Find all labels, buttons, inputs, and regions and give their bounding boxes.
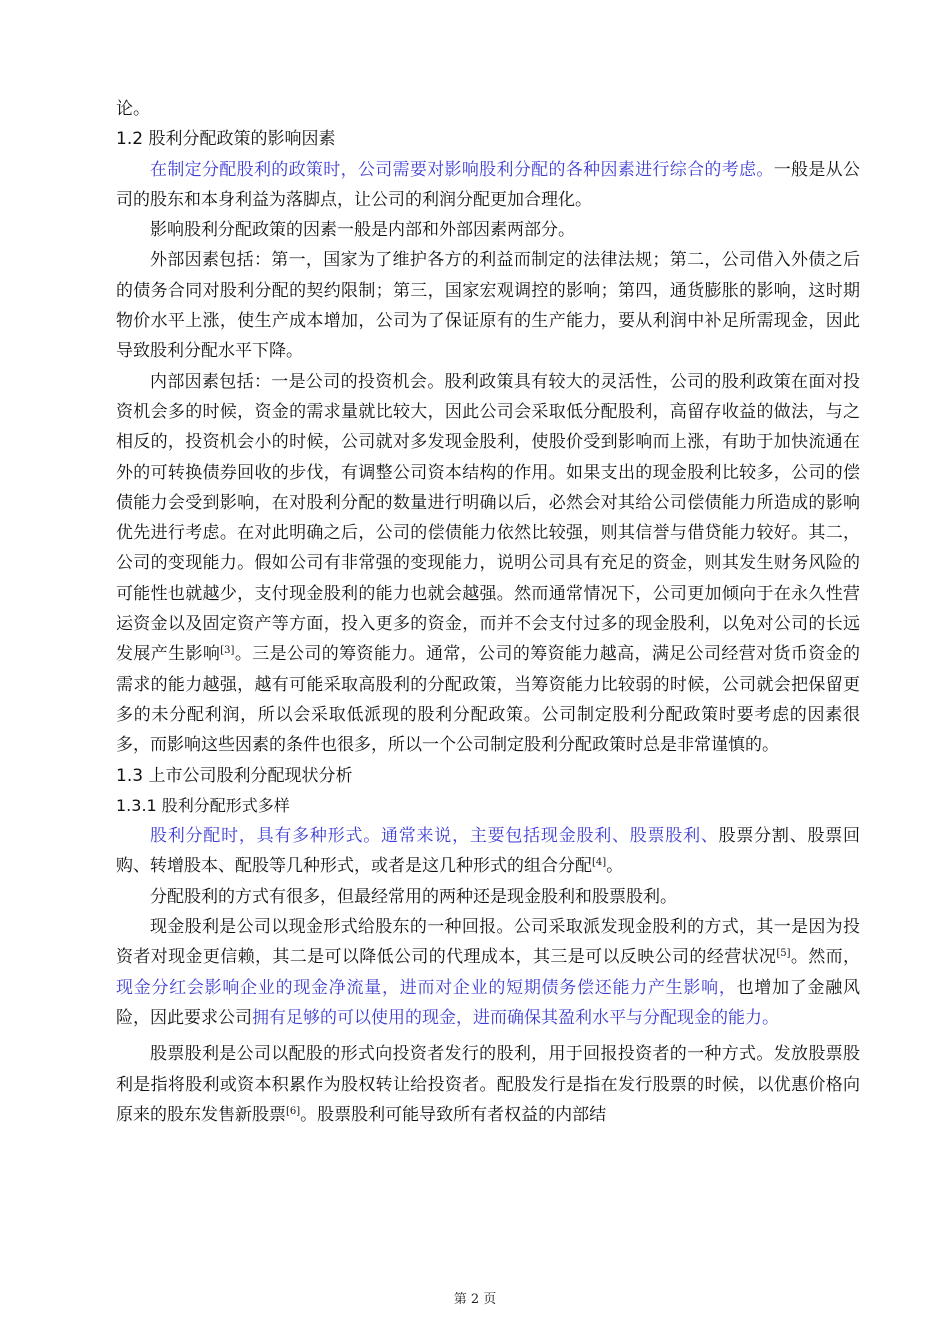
paragraph-text: 内部因素包括：一是公司的投资机会。股利政策具有较大的灵活性，公司的股利政策在面对投资机会多的时候，资金的需求量就比较大，因此公司会采取低分配股利，高留存收益的做法，与之相反的，投资机会小的时候，公司就对多发现金股利，使股价受到影响而上涨，有助于加快流通在外的可转换债券回收的步伐，有调整公司资本结构的作用。如果支出的现金股利比较多，公司的偿债能力会受到影响，在对股利分配的数量进行明确以后，必然会对其给公司偿债能力所造成的影响优先进行考虑。在对此明确之后，公司的偿债能力依然比较强，则其信誉与借贷能力较好。其二，公司的变现能力。假如公司有非常强的变现能力，说明公司具有充足的资金，则其发生财务风险的可能性也就越少，支付现金股利的能力也就会越强。然而通常情况下，公司更加倾向于在永久性营运资金以及固定资产等方面，投入更多的资金，而并不会支付过多的现金股利，以免对公司的长远发展产生影响 [116,371,860,665]
highlighted-text: 拥有足够的可以使用的现金，进而确保其盈利水平与分配现金的能力。 [252,1007,779,1028]
paragraph-external-factors: 外部因素包括：第一，国家为了维护各方的利益而制定的法律法规；第二，公司借入外债之后的债务合同对股利分配的契约限制；第三，国家宏观调控的影响；第四，通货膨胀的影响，这时期物价水平上涨，使生产成本增加，公司为了保证原有的生产能力，要从利润中补足所需现金，因此导致股利分配水平下降。 [116,250,860,362]
paragraph-cash-dividend [116,912,860,1033]
paragraph-dividend-forms [116,821,860,882]
paragraph-text: 现金股利是公司以现金形式给股东的一种回报。公司采取派发现金股利的方式，其一是因为投资者对现金更信赖，其二是可以降低公司的代理成本，其三是可以反映公司的经营状况 [116,917,860,968]
citation-5: [5] [776,948,791,960]
paragraph-text: 也增加了金融风险，因此要求公司 [116,977,860,1028]
paragraph-text: 股票分割、股票回购、转增股本、配股等几种形式，或者是这几种形式的组合分配 [116,826,861,877]
citation-3: [3] [220,645,235,657]
paragraph-text: 股票股利是公司以配股的形式向投资者发行的股利，用于回报投资者的一种方式。发放股票股利是指将股利或资本积累作为股权转让给投资者。配股发行是指在发行股票的时候，以优惠价格向原来的股东发售新股票 [116,1044,860,1125]
highlighted-text: 现金分红会影响企业的现金净流量，进而对企业的短期债务偿还能力产生影响， [116,977,737,998]
paragraph-internal-factors [116,367,860,761]
paragraph-factor-types: 影响股利分配政策的因素一般是内部和外部因素两部分。 [150,220,575,241]
paragraph-common-methods: 分配股利的方式有很多，但最经常用的两种还是现金股利和股票股利。 [150,886,677,907]
highlighted-text: 股利分配时，具有多种形式。通常来说，主要包括现金股利、股票股利、 [150,826,719,847]
section-heading-1-3-1: 1.3.1 股利分配形式多样 [116,795,290,815]
paragraph-text: 。 [606,856,624,877]
paragraph-text: 。股票股利可能导致所有者权益的内部结 [300,1104,607,1125]
paragraph-continuation: 论。 [116,99,150,119]
paragraph-text: 。三是公司的筹资能力。通常，公司的筹资能力越高，满足公司经营对货币资金的需求的能力越强，越有可能采取高股利的分配政策，当筹资能力比较弱的时候，公司就会把保留更多的未分配利润，所以会采取低派现的股利分配政策。公司制定股利分配政策时要考虑的因素很多，而影响这些因素的条件也很多，所以一个公司制定股利分配政策时总是非常谨慎的。 [116,644,861,756]
paragraph-stock-dividend [116,1039,860,1130]
paragraph-text: 一般是从公司的股东和本身利益为落脚点，让公司的利润分配更加合理化。 [116,159,861,210]
paragraph-text: 。然而， [790,947,861,968]
highlighted-text: 在制定分配股利的政策时，公司需要对影响股利分配的各种因素进行综合的考虑。 [150,159,774,180]
document-body [116,94,860,1130]
citation-6: [6] [286,1105,301,1117]
page-number-footer: 第 2 页 [453,1292,497,1307]
section-heading-1-3: 1.3 上市公司股利分配现状分析 [116,765,353,786]
paragraph-intro-factors [116,155,860,216]
citation-4: [4] [592,857,607,869]
section-heading-1-2: 1.2 股利分配政策的影响因素 [116,129,336,150]
